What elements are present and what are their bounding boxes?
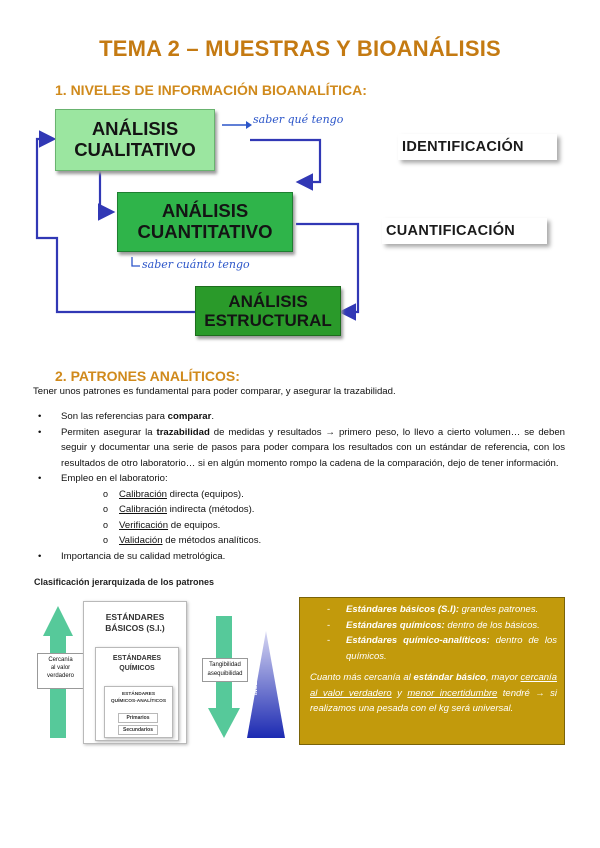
section-2-heading: 2. PATRONES ANALÍTICOS: (55, 368, 240, 384)
label-identificacion: IDENTIFICACIÓN (398, 134, 557, 160)
b3-text: Empleo en el laboratorio: (61, 473, 168, 484)
incertidumbre-label: INCERTIDUMBRE (253, 648, 259, 695)
b1-bold: comparar (167, 411, 212, 422)
gold-item-bold: Estándares químicos: (346, 619, 445, 631)
patrones-bullet-list (28, 409, 565, 564)
std-qa-l1: ESTÁNDARES (121, 692, 156, 697)
sub-underline: Calibración (119, 504, 167, 515)
box-analisis-cualitativo (55, 109, 215, 171)
sub-text: directa (equipos). (167, 488, 244, 500)
sub-item (103, 487, 565, 503)
b2-bold: trazabilidad (156, 426, 210, 438)
std-quimicos-l2: QUÍMICOS (119, 665, 155, 672)
tangibilidad-label (202, 658, 248, 682)
bullet-comparar (28, 409, 565, 425)
primarios-box: Primarios (118, 713, 158, 723)
sub-text: de equipos. (168, 519, 221, 531)
gold-pb: estándar básico (413, 672, 486, 683)
figure-caption: Clasificación jerarquizada de los patrones (34, 577, 215, 587)
std-qa-l2: QUÍMICOS-ANALÍTICOS (110, 699, 167, 704)
sub-underline: Verificación (119, 519, 169, 531)
b1-post: . (211, 411, 215, 422)
sub-underline: Calibración (119, 488, 167, 500)
note-saber-cuanto-tengo: saber cuánto tengo (142, 258, 250, 271)
std-basicos-l1: ESTÁNDARES (105, 612, 165, 622)
gold-item (302, 633, 557, 664)
gold-paragraph (302, 670, 557, 717)
sub-text: indirecta (métodos). (167, 504, 255, 515)
gold-pu2: menor incertidumbre (407, 687, 498, 699)
b4-text: Importancia de su calidad metrológica. (61, 550, 226, 562)
sub-item (103, 533, 565, 549)
cercania-l3: verdadero (46, 673, 75, 679)
gold-p2: , mayor (485, 672, 521, 683)
gold-item-text: dentro de los básicos. (444, 619, 540, 631)
gold-item-bold: Estándares básicos (S.I): (346, 604, 459, 615)
box-estructural-line2: ESTRUCTURAL (204, 311, 332, 330)
box-cuantitativo-line2: CUANTITATIVO (137, 221, 273, 242)
box-cualitativo-line1: ANÁLISIS (91, 118, 179, 140)
std-basicos-l2: BÁSICOS (S.I.) (105, 623, 165, 633)
box-cuantitativo-line1: ANÁLISIS (161, 200, 249, 222)
sub-text: de métodos analíticos. (162, 535, 262, 546)
box-analisis-estructural (195, 286, 341, 336)
gold-item-text: grandes patrones. (458, 604, 539, 615)
gold-item (302, 602, 557, 618)
box-estructural-line1: ANÁLISIS (228, 291, 308, 311)
sub-item (103, 518, 565, 534)
note-saber-que-tengo: saber qué tengo (253, 113, 344, 126)
box-cualitativo-line2: CUALITATIVO (74, 139, 196, 160)
gold-p4: tendré → si realizamos una pesada con el kg será universal. (310, 687, 558, 714)
bullet-trazabilidad (28, 425, 565, 472)
gold-pu1: cercanía al valor verdadero (310, 672, 557, 699)
sub-item (103, 502, 565, 518)
tangibilidad-l1: Tangibilidad (209, 662, 241, 668)
std-quimicos-l1: ESTÁNDARES (112, 655, 162, 662)
gold-p1: Cuanto más cercanía al (310, 672, 414, 683)
label-cuantificacion: CUANTIFICACIÓN (382, 218, 547, 244)
cercania-l2: al valor (50, 665, 71, 671)
section-1-heading: 1. NIVELES DE INFORMACIÓN BIOANALÍTICA: (55, 82, 367, 98)
cercania-l1: Cercanía (48, 657, 73, 663)
bullet-calidad (28, 549, 565, 565)
page-title: TEMA 2 – MUESTRAS Y BIOANÁLISIS (99, 36, 501, 61)
gold-item-text: dentro de los químicos. (346, 635, 557, 662)
gold-item-bold: Estándares químico-analíticos: (346, 635, 490, 646)
b2-post: de medidas y resultados → primero peso, lo llevo a cierto volumen… se deben seguir y documentar una serie de pasos para poder compara los resultados con un estándar de referencia, con los resultados de otro laboratorio… si en algún momento rompo la cadena de la comparación, dejo de tener información. (61, 426, 565, 469)
sub-underline: Validación (119, 535, 163, 546)
b2-text: Permiten asegurar la (61, 426, 157, 438)
standards-summary-box (299, 597, 565, 745)
box-analisis-cuantitativo (117, 192, 293, 252)
gold-item (302, 618, 557, 634)
bullet-empleo (28, 471, 565, 549)
tangibilidad-l2: asequibilidad (207, 671, 243, 677)
b1-text: Son las referencias para (61, 411, 168, 422)
cercania-label (37, 653, 84, 689)
secundarios-box: Secundarios (118, 725, 158, 735)
gold-p3: y (391, 687, 408, 699)
patrones-intro: Tener unos patrones es fundamental para poder comparar, y asegurar la trazabilidad. (33, 386, 396, 397)
